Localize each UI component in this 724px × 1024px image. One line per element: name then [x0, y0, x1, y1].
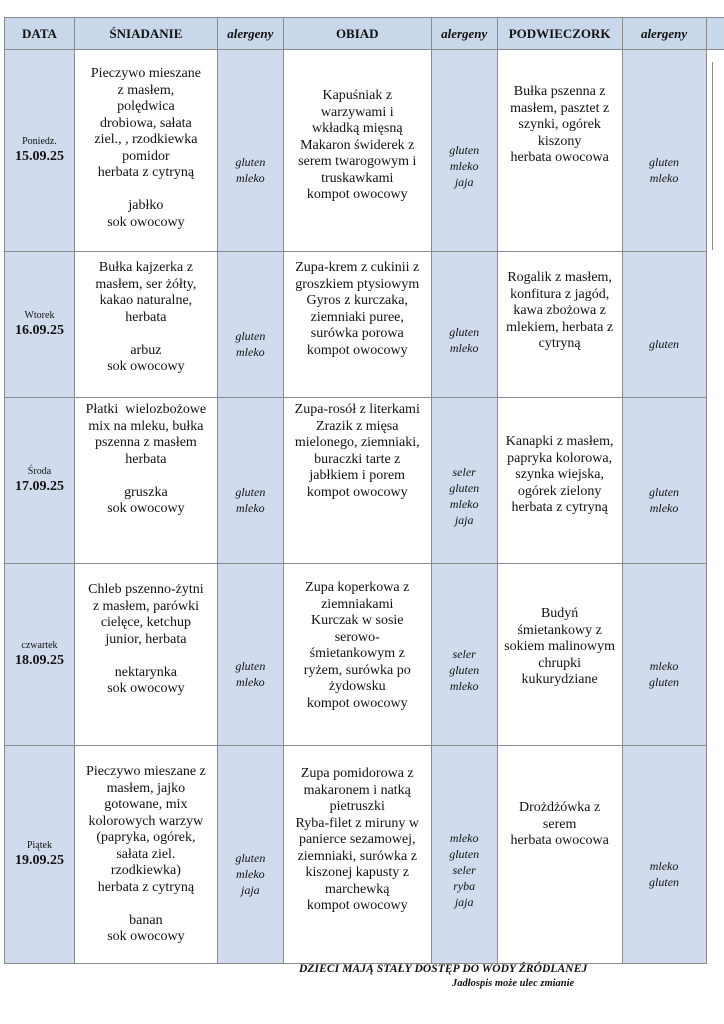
allergens-cell	[217, 398, 283, 564]
menu-line: kompot owocowy	[306, 898, 408, 913]
menu-line: Zupa pomidorowa z	[300, 766, 414, 781]
header-data: DATA	[5, 18, 75, 50]
menu-line: kakao naturalne,	[99, 293, 193, 308]
menu-line: sok owocowy	[107, 929, 185, 944]
menu-line: pomidor	[122, 148, 170, 164]
menu-line: konfitura z jagód,	[510, 286, 610, 302]
day-name: Wtorek	[24, 310, 55, 321]
menu-line: polędwica	[117, 99, 175, 114]
menu-line: papryka kolorowa,	[507, 450, 613, 466]
header-breakfast: ŚNIADANIE	[74, 18, 217, 50]
day-row	[5, 746, 724, 964]
menu-line: serowo-	[334, 629, 380, 645]
menu-line: rzodkiewka)	[110, 863, 181, 878]
menu-line: szynka wiejska,	[515, 467, 604, 482]
menu-line: gruszka	[124, 484, 168, 500]
menu-line: kiszonej kapusty z	[305, 865, 409, 880]
lunch-cell	[283, 50, 431, 252]
day-name: Piątek	[26, 840, 52, 851]
extra-cell	[706, 252, 724, 398]
extra-cell	[706, 746, 724, 964]
allergens-cell	[217, 746, 283, 964]
menu-line: truskawkami	[321, 170, 394, 186]
menu-line: gluten	[449, 662, 480, 677]
menu-line: mleko	[649, 858, 679, 873]
menu-line: gluten	[649, 674, 680, 689]
day-name: Środa	[27, 466, 52, 477]
menu-line: (papryka, ogórek,	[96, 830, 196, 845]
header-snack: PODWIECZORK	[497, 18, 622, 50]
menu-line: z masłem, parówki	[92, 598, 199, 614]
menu-line: mleko	[449, 340, 479, 355]
menu-line: gluten	[449, 846, 480, 861]
lunch-cell	[283, 746, 431, 964]
menu-line: herbata	[125, 451, 167, 467]
menu-line: jabłko	[128, 198, 164, 213]
menu-line: ogórek zielony	[517, 483, 602, 499]
menu-line: jaja	[454, 174, 474, 189]
menu-line: mleko	[649, 170, 679, 185]
menu-line: Ryba-filet z miruny w	[295, 815, 419, 831]
lunch-cell	[283, 252, 431, 398]
menu-line: seler	[452, 862, 476, 877]
menu-line: jaja	[454, 512, 474, 527]
day-row	[5, 50, 724, 252]
date-cell	[5, 564, 75, 746]
menu-line: gluten	[649, 484, 680, 499]
allergens-cell	[431, 50, 497, 252]
menu-line: Bułka kajzerka z	[98, 260, 193, 275]
menu-line: mleko	[649, 500, 679, 515]
menu-line: banan	[129, 912, 163, 928]
menu-line: mleko	[449, 496, 479, 511]
day-row	[5, 564, 724, 746]
menu-line: herbata	[125, 309, 167, 325]
lunch-cell	[283, 398, 431, 564]
menu-line: kompot owocowy	[306, 342, 408, 358]
allergens-cell	[431, 398, 497, 564]
menu-line: Pieczywo mieszane z	[86, 764, 206, 779]
date-cell	[5, 398, 75, 564]
breakfast-cell	[74, 252, 217, 398]
menu-line	[75, 468, 217, 485]
menu-line: pietruszki	[329, 799, 385, 814]
day-date: 15.09.25	[14, 149, 64, 164]
menu-line: gluten	[235, 484, 266, 499]
lunch-cell	[283, 564, 431, 746]
menu-line: surówka porowa	[310, 326, 404, 341]
menu-line: seler	[452, 464, 476, 479]
allergens-cell	[217, 252, 283, 398]
menu-line	[75, 326, 217, 343]
menu-line: arbuz	[130, 342, 162, 358]
menu-line: Zrazik z mięsa	[316, 418, 399, 434]
menu-line: ziemniakami	[321, 596, 394, 612]
menu-line: herbata z cytryną	[97, 879, 195, 895]
menu-line: gluten	[235, 658, 266, 673]
menu-line: śmietankowym z	[309, 646, 405, 661]
extra-column-border	[712, 62, 713, 250]
date-cell	[5, 746, 75, 964]
menu-line: kompot owocowy	[306, 187, 408, 202]
menu-line: mlekiem, herbata z	[506, 319, 614, 335]
menu-line: Budyń	[540, 606, 579, 621]
menu-line: jabłkiem i porem	[309, 468, 406, 483]
menu-line: kompot owocowy	[306, 695, 408, 711]
menu-line: Płatki wielozbożowe	[85, 402, 207, 417]
menu-line: serem twarogowym i	[298, 154, 417, 169]
menu-line: wkładką mięsną	[311, 121, 403, 136]
menu-line: mleko	[449, 158, 479, 173]
menu-line: nektarynka	[114, 664, 177, 680]
menu-line: mleko	[236, 674, 265, 689]
snack-cell	[497, 398, 622, 564]
menu-line: kolorowych warzyw	[88, 813, 204, 829]
menu-line: jaja	[454, 894, 474, 909]
allergens-cell	[622, 746, 706, 964]
menu-line: mleko	[236, 344, 265, 359]
menu-line: Bułka pszenna z	[513, 84, 606, 99]
menu-line: Kapuśniak z	[322, 88, 393, 103]
menu-line: gluten	[235, 850, 266, 865]
menu-line: junior, herbata	[105, 631, 187, 647]
menu-line: jaja	[240, 882, 260, 897]
menu-line: Rogalik z masłem,	[507, 270, 612, 285]
extra-cell	[706, 564, 724, 746]
menu-line: Drożdżówka z	[519, 800, 601, 815]
menu-line: mleko	[649, 658, 679, 673]
menu-line: herbata z cytryną	[511, 500, 608, 515]
day-row	[5, 252, 724, 398]
menu-line: mielonego, ziemniaki,	[294, 435, 420, 450]
menu-line: cielęce, ketchup	[100, 615, 191, 630]
menu-line: kompot owocowy	[306, 484, 408, 500]
menu-line: chrupki	[538, 655, 582, 671]
header-breakfast-allergens: alergeny	[217, 18, 283, 50]
menu-line: gluten	[235, 328, 266, 343]
menu-line: szynki, ogórek	[518, 117, 601, 132]
footer-change-note: Jadłospis może ulec zmianie	[452, 978, 575, 989]
menu-line: sałata ziel.	[116, 846, 176, 862]
menu-line: mleko	[236, 500, 265, 515]
menu-line: Gyros z kurczaka,	[306, 293, 408, 308]
menu-line: kiszony	[537, 133, 582, 149]
menu-line: mleko	[236, 866, 265, 881]
day-row	[5, 398, 724, 564]
menu-line: gluten	[649, 336, 680, 351]
menu-line: herbata z cytryną	[97, 165, 195, 180]
menu-line: panierce sezamowej,	[298, 832, 416, 847]
snack-cell	[497, 252, 622, 398]
header-lunch-allergens: alergeny	[431, 18, 497, 50]
menu-line: ziemniaki, surówka z	[297, 848, 417, 864]
menu-line: Kanapki z masłem,	[505, 434, 614, 449]
menu-line: groszkiem ptysiowym	[295, 276, 420, 292]
allergens-cell	[622, 50, 706, 252]
menu-line: pszenna z masłem	[94, 435, 197, 450]
menu-line: gluten	[449, 324, 480, 339]
menu-line: masłem, ser żółty,	[95, 276, 197, 292]
date-cell	[5, 50, 75, 252]
menu-line: mleko	[449, 678, 479, 693]
menu-line: z masłem,	[117, 82, 175, 98]
breakfast-cell	[74, 50, 217, 252]
menu-line: sok owocowy	[107, 214, 185, 230]
menu-line: kawa zbożowa z	[513, 303, 606, 318]
menu-line: warzywami i	[320, 104, 394, 120]
menu-line: ziel., , rzodkiewka	[94, 132, 198, 147]
menu-line: herbata owocowa	[510, 833, 609, 848]
menu-line: kukurydziane	[521, 672, 598, 687]
menu-table	[4, 17, 724, 964]
menu-line: sok owocowy	[107, 681, 185, 696]
menu-line: sokiem malinowym	[504, 639, 616, 654]
menu-line	[75, 896, 217, 913]
menu-line	[75, 182, 217, 199]
menu-line: gluten	[235, 154, 266, 169]
header-snack-allergens: alergeny	[622, 18, 706, 50]
allergens-cell	[622, 252, 706, 398]
snack-cell	[497, 564, 622, 746]
menu-line: herbata owocowa	[510, 150, 609, 165]
menu-line: Zupa koperkowa z	[305, 580, 410, 595]
menu-body	[5, 50, 724, 964]
menu-line: śmietankowy z	[517, 622, 602, 638]
menu-line: buraczki tarte z	[314, 451, 401, 467]
header-row	[5, 18, 724, 50]
allergens-cell	[431, 252, 497, 398]
menu-line: Kurczak w sosie	[310, 613, 404, 628]
day-name: czwartek	[21, 640, 58, 651]
allergens-cell	[431, 746, 497, 964]
breakfast-cell	[74, 564, 217, 746]
menu-line: Zupa-krem z cukinii z	[295, 260, 420, 275]
day-date: 16.09.25	[14, 323, 64, 338]
menu-line: cytryną	[538, 336, 581, 351]
menu-line: seler	[452, 646, 476, 661]
menu-line: makaronem i natką	[303, 782, 411, 798]
snack-cell	[497, 50, 622, 252]
breakfast-cell	[74, 746, 217, 964]
menu-line	[75, 648, 217, 665]
menu-line: sok owocowy	[107, 501, 185, 516]
menu-line: Chleb pszenno-żytni	[88, 582, 204, 597]
menu-line: masłem, pasztet z	[510, 100, 610, 116]
breakfast-cell	[74, 398, 217, 564]
allergens-cell	[622, 564, 706, 746]
extra-cell	[706, 50, 724, 252]
menu-line: mleko	[236, 170, 265, 185]
menu-line: gluten	[649, 154, 680, 169]
menu-line: gluten	[449, 480, 480, 495]
menu-line: marchewką	[324, 881, 390, 897]
extra-cell	[706, 398, 724, 564]
date-cell	[5, 252, 75, 398]
allergens-cell	[217, 564, 283, 746]
menu-line: masłem, jajko	[106, 780, 186, 796]
menu-line: mleko	[449, 830, 479, 845]
menu-line: drobiowa, sałata	[100, 115, 192, 131]
menu-line: sok owocowy	[107, 359, 185, 374]
menu-line: gotowane, mix	[104, 797, 188, 812]
menu-line: Pieczywo mieszane	[90, 66, 201, 81]
allergens-cell	[431, 564, 497, 746]
menu-line: żydowsku	[328, 679, 386, 694]
day-date: 17.09.25	[14, 479, 64, 494]
snack-cell	[497, 746, 622, 964]
menu-line: serem	[542, 816, 577, 832]
day-name: Poniedz.	[22, 136, 57, 147]
day-date: 18.09.25	[14, 653, 64, 668]
header-extra	[706, 18, 724, 50]
menu-line: Makaron świderek z	[300, 137, 415, 153]
allergens-cell	[217, 50, 283, 252]
menu-line: ryba	[453, 878, 476, 893]
menu-line: Zupa-rosół z literkami	[294, 402, 420, 417]
footer-water-note: DZIECI MAJĄ STAŁY DOSTĘP DO WODY ŹRÓDLANEJ	[299, 963, 588, 975]
menu-line: ryżem, surówka po	[303, 662, 411, 678]
menu-line: mix na mleku, bułka	[88, 418, 204, 434]
menu-line: gluten	[649, 874, 680, 889]
menu-line: gluten	[449, 142, 480, 157]
day-date: 19.09.25	[14, 853, 64, 868]
menu-line: ziemniaki puree,	[310, 309, 404, 325]
allergens-cell	[622, 398, 706, 564]
header-lunch: OBIAD	[283, 18, 431, 50]
